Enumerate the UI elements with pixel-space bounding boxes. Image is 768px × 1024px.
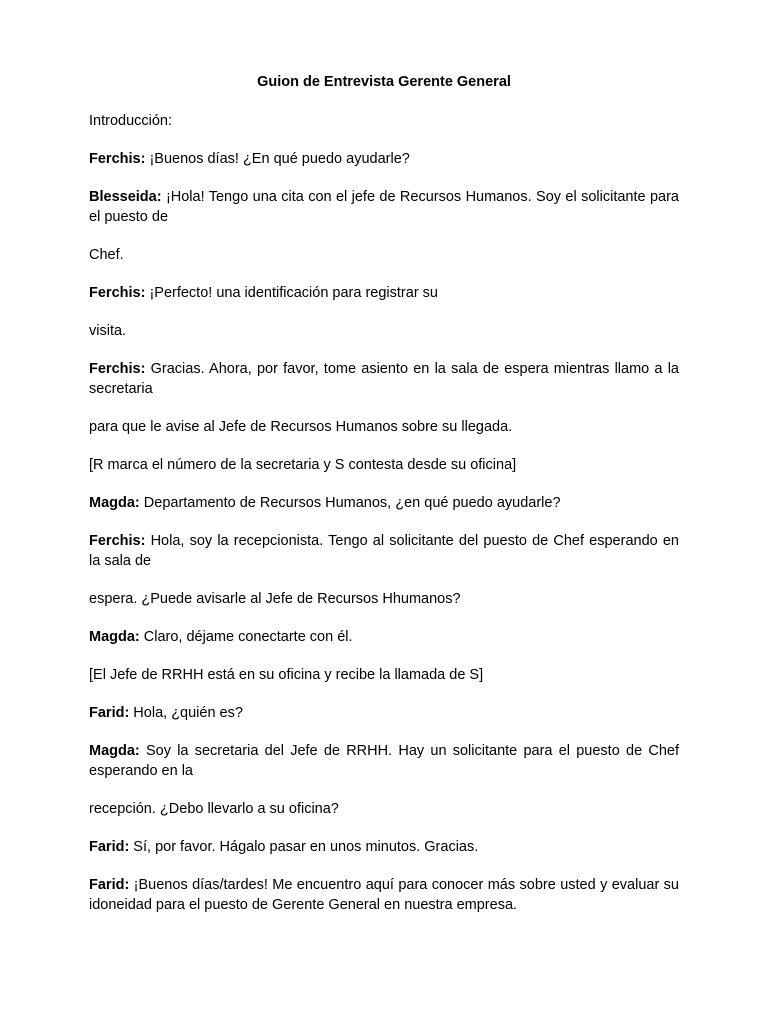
paragraph (89, 245, 679, 265)
paragraph-text: Introducción: (89, 113, 173, 129)
paragraph (89, 187, 679, 227)
speaker-name: Magda: (89, 629, 140, 645)
paragraph-text: Soy la secretaria del Jefe de RRHH. Hay un solicitante para el puesto de Chef esperando en la (89, 743, 679, 779)
paragraph (89, 703, 679, 723)
speaker-name: Ferchis: (89, 285, 146, 301)
speaker-name: Farid: (89, 839, 130, 855)
speaker-name: Magda: (89, 495, 140, 511)
speaker-name: Farid: (89, 877, 130, 893)
paragraph-text: recepción. ¿Debo llevarlo a su oficina? (89, 801, 339, 817)
paragraph-text: Sí, por favor. Hágalo pasar en unos minutos. Gracias. (129, 839, 479, 855)
paragraph (89, 875, 679, 915)
paragraph (89, 321, 679, 341)
paragraph-text: ¡Hola! Tengo una cita con el jefe de Recursos Humanos. Soy el solicitante para el puesto de (89, 189, 679, 225)
paragraph (89, 493, 679, 513)
paragraph-text: Chef. (89, 247, 124, 263)
paragraph-text: visita. (89, 323, 127, 339)
document-body (89, 111, 679, 933)
paragraph-text: ¡Buenos días/tardes! Me encuentro aquí para conocer más sobre usted y evaluar su idoneidad para el puesto de Gerente General en nuestra empresa. (89, 877, 679, 913)
paragraph (89, 359, 679, 399)
paragraph (89, 283, 679, 303)
paragraph-text: Gracias. Ahora, por favor, tome asiento en la sala de espera mientras llamo a la secretaria (89, 361, 679, 397)
speaker-name: Ferchis: (89, 151, 146, 167)
paragraph (89, 149, 679, 169)
paragraph-text: espera. ¿Puede avisarle al Jefe de Recursos Hhumanos? (89, 591, 461, 607)
paragraph (89, 627, 679, 647)
paragraph (89, 589, 679, 609)
speaker-name: Ferchis: (89, 361, 146, 377)
paragraph-text: ¡Buenos días! ¿En qué puedo ayudarle? (145, 151, 410, 167)
document-title: Guion de Entrevista Gerente General (257, 74, 511, 90)
paragraph (89, 837, 679, 857)
paragraph-text: Hola, ¿quién es? (129, 705, 243, 721)
speaker-name: Magda: (89, 743, 140, 759)
paragraph (89, 417, 679, 437)
speaker-name: Blesseida: (89, 189, 162, 205)
paragraph-text: Hola, soy la recepcionista. Tengo al solicitante del puesto de Chef esperando en la sala de (89, 533, 679, 569)
paragraph (89, 455, 679, 475)
paragraph (89, 111, 679, 131)
paragraph-text: Departamento de Recursos Humanos, ¿en qué puedo ayudarle? (139, 495, 561, 511)
paragraph (89, 665, 679, 685)
paragraph-text: [R marca el número de la secretaria y S contesta desde su oficina] (89, 457, 517, 473)
paragraph-text: Claro, déjame conectarte con él. (139, 629, 353, 645)
paragraph (89, 799, 679, 819)
paragraph (89, 531, 679, 571)
paragraph-text: para que le avise al Jefe de Recursos Humanos sobre su llegada. (89, 419, 513, 435)
speaker-name: Farid: (89, 705, 130, 721)
speaker-name: Ferchis: (89, 533, 146, 549)
paragraph-text: [El Jefe de RRHH está en su oficina y recibe la llamada de S] (89, 667, 484, 683)
paragraph (89, 741, 679, 781)
paragraph-text: ¡Perfecto! una identificación para registrar su (145, 285, 438, 301)
